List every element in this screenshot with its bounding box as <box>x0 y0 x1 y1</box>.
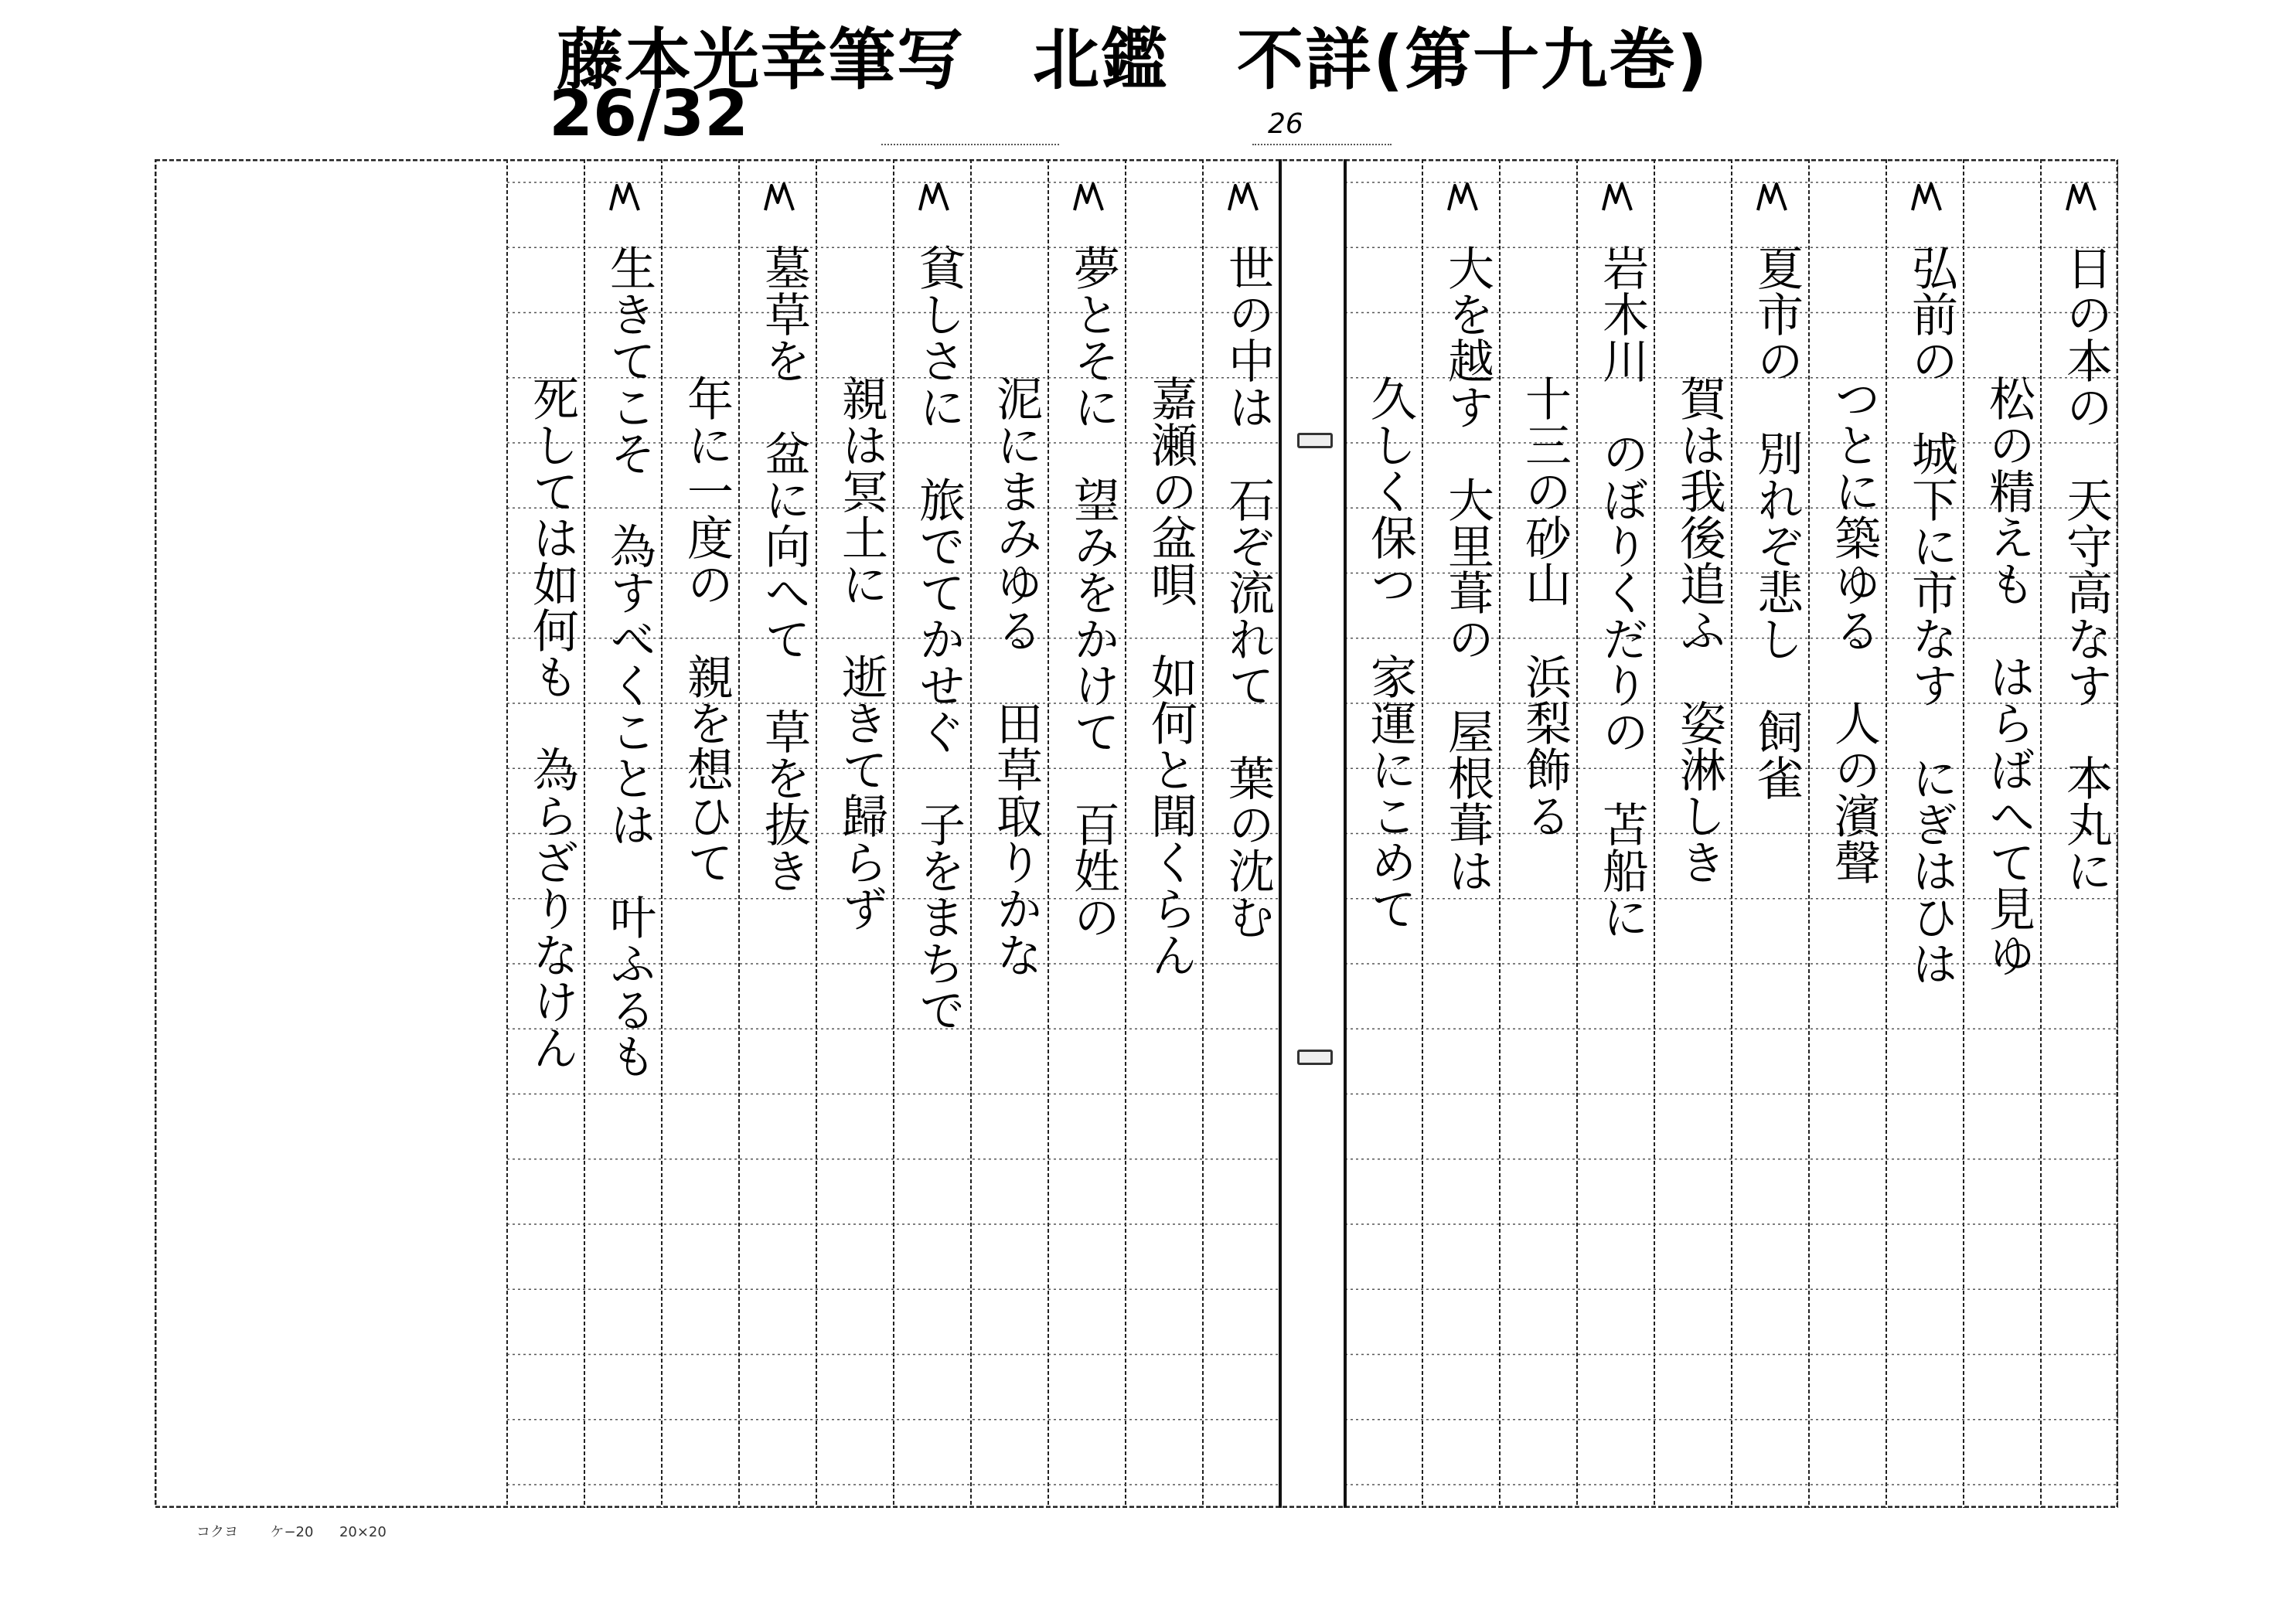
poem-line: 死しては如何も 為らざりなけん <box>525 374 579 1070</box>
poem-line: 弘前の 城下に市なす にぎはひは <box>1904 244 1958 987</box>
poem-column <box>662 159 739 1508</box>
poem-column <box>739 159 816 1508</box>
fold-tab-bottom <box>1297 1050 1333 1065</box>
dotted-rule-right <box>1252 144 1392 145</box>
poem-line: 生きてこそ 為すべくことは 叶ふるも <box>602 244 656 1080</box>
poem-line: 親は冥土に 逝きて歸らず <box>834 374 888 931</box>
poem-line: 大を越す 大里葺の 屋根葺は <box>1440 244 1494 894</box>
paper-format: 20×20 <box>339 1524 387 1540</box>
poem-line: 泥にまみゆる 田草取りかな <box>989 374 1043 978</box>
poem-line: 貧しさに 旅でてかせぐ 子をまちで <box>911 244 966 1033</box>
poem-column <box>894 159 971 1508</box>
paper-model: ケ−20 <box>270 1524 314 1540</box>
poem-column <box>1500 159 1577 1508</box>
poem-line: 十三の砂山 浜梨飾る <box>1518 374 1572 839</box>
poem-line: 世の中は 石ぞ流れて 葉の沈む <box>1221 244 1275 941</box>
page-indicator: 26/32 <box>549 77 749 151</box>
poem-start-mark-icon <box>1755 179 1789 213</box>
poem-start-mark-icon <box>1909 179 1943 213</box>
poem-start-mark-icon <box>1071 179 1105 213</box>
poem-column <box>507 159 584 1508</box>
center-fold <box>1280 159 1345 1508</box>
poem-line: 松の精えも はらばへて見ゆ <box>1981 374 2035 978</box>
poem-column <box>1809 159 1886 1508</box>
poem-column <box>1126 159 1203 1508</box>
poem-column <box>1732 159 1809 1508</box>
poem-line: 久しく保つ 家運にこめて <box>1363 374 1417 931</box>
poem-column <box>2041 159 2118 1508</box>
poem-column <box>1886 159 1964 1508</box>
poem-start-mark-icon <box>1446 179 1480 213</box>
poem-column <box>584 159 662 1508</box>
poem-column <box>1577 159 1654 1508</box>
poem-line: 墓草を 盆に向へて 草を抜き <box>757 244 811 894</box>
document-title: 藤本光幸筆写 北鑑 不詳(第十九巻) <box>557 22 1709 99</box>
poem-column <box>816 159 894 1508</box>
poem-start-mark-icon <box>1226 179 1260 213</box>
poem-start-mark-icon <box>608 179 642 213</box>
poem-line: 岩木川 のぼりくだりの 苫船に <box>1595 244 1649 941</box>
poem-column <box>971 159 1048 1508</box>
poem-column <box>1048 159 1126 1508</box>
poem-column <box>1203 159 1280 1508</box>
poem-column <box>1964 159 2041 1508</box>
poem-line: つとに築ゆる 人の濱聲 <box>1827 374 1881 885</box>
poem-column <box>1345 159 1422 1508</box>
poem-line: 夢とそに 望みをかけて 百姓の <box>1066 244 1120 941</box>
poem-line: 夏市の 別れぞ悲し 飼雀 <box>1749 244 1804 801</box>
poem-line: 賀は我後追ふ 姿淋しき <box>1672 374 1726 885</box>
paper-brand: コクヨ <box>196 1524 238 1540</box>
poem-line: 嘉瀬の盆唄 如何と聞くらん <box>1143 374 1197 978</box>
paper-footer <box>196 1521 387 1541</box>
poem-start-mark-icon <box>762 179 796 213</box>
poem-column <box>1422 159 1500 1508</box>
fold-tab-top <box>1297 433 1333 448</box>
poem-start-mark-icon <box>917 179 951 213</box>
manuscript-grid <box>155 159 2118 1508</box>
dotted-rule-left <box>881 144 1059 145</box>
poem-start-mark-icon <box>1600 179 1634 213</box>
poem-start-mark-icon <box>2064 179 2098 213</box>
poem-column <box>1654 159 1732 1508</box>
sheet-number: 26 <box>1268 108 1303 140</box>
poem-line: 年に一度の 親を想ひて <box>680 374 734 885</box>
poem-line: 日の本の 天守高なす 本丸に <box>2059 244 2113 894</box>
